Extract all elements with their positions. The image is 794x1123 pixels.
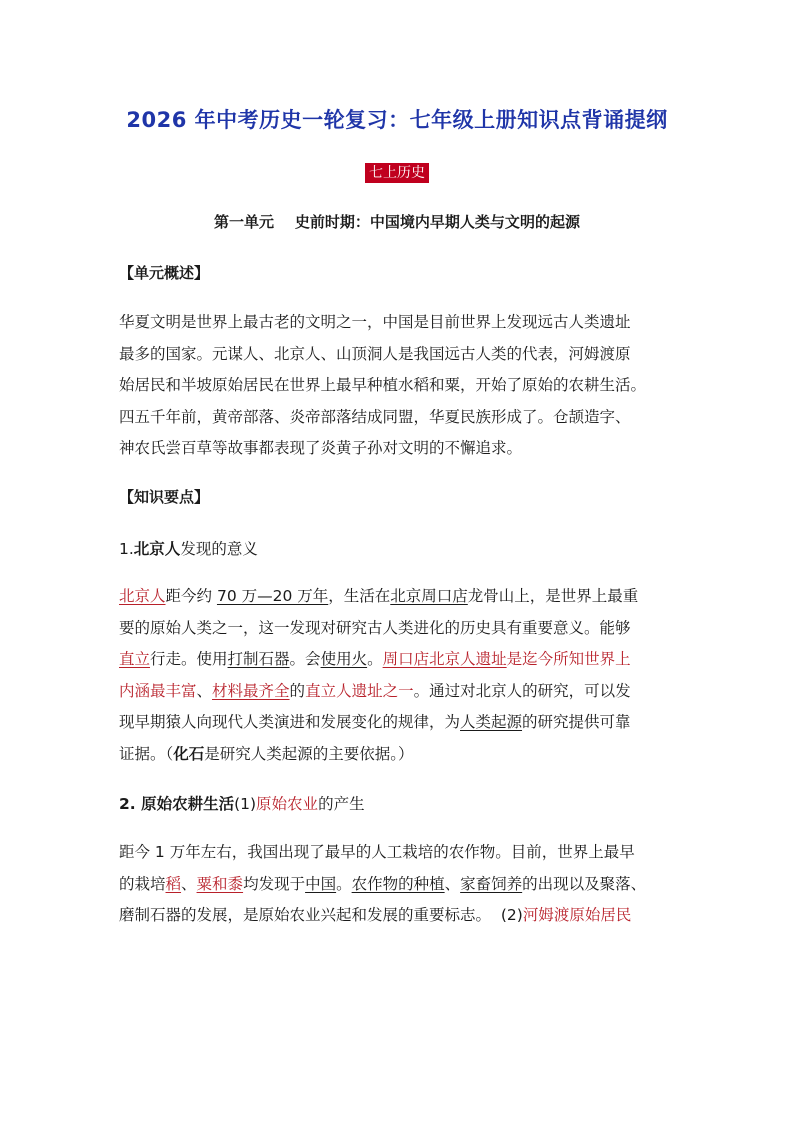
overview-paragraph [119,307,679,465]
text: (2) [491,906,523,925]
text: 的 [289,681,306,700]
key-term: 稻 [165,874,182,893]
point-1-line [119,676,679,708]
point-2-line: 距今 1 万年左右，我国出现了最早的人工栽培的农作物。目前，世界上最早 [119,843,635,861]
key-term: 打制石器 [227,650,290,669]
text: 。 [367,650,383,669]
text: 均发现于 [243,874,306,893]
key-term: 北京周口店 [390,587,468,605]
point-2-bold: 2. 原始农耕生活 [119,795,235,813]
text: 磨制石器的发展，是原始农业兴起和发展的重要标志。 [119,906,492,925]
text: 、 [444,874,461,893]
point-2-sub-number: (1) [234,795,257,813]
page-title: 2026 年中考历史一轮复习：七年级上册知识点背诵提纲 [126,108,668,132]
key-term: 粟和黍 [196,874,244,893]
overview-line: 四五千年前，黄帝部落、炎帝部落结成同盟，华夏民族形成了。仓颉造字、 [119,407,631,426]
key-term: 人类起源 [460,713,523,732]
text: 、 [181,874,197,893]
text: ，生活在 [328,587,391,605]
key-term: 直立 [119,650,151,669]
text: 、 [196,681,213,700]
key-term: 家畜饲养 [460,874,523,893]
key-term: 周口店北京人遗址 [382,650,507,669]
key-term: 内涵最丰富 [119,681,197,700]
point-1-line [119,581,679,613]
point-2-sub-rest: 的产生 [318,795,365,813]
point-1-line [119,644,679,676]
point-1-line [119,739,679,771]
point-1-number: 1. [119,540,134,558]
text: 。通过对北京人的研究，可以发 [413,681,631,700]
point-1-heading [119,537,258,559]
subject-badge: 七上历史 [365,163,429,183]
text: 的研究提供可靠 [522,713,631,732]
key-term: 北京人 [119,587,166,605]
overview-line: 始居民和半坡原始居民在世界上最早种植水稻和粟，开始了原始的农耕生活。 [119,376,647,395]
point-1-line [119,707,679,739]
key-term: 河姆渡原始居民 [522,906,632,925]
text: 现早期猿人向现代人类演进和发展变化的规律，为 [119,713,461,732]
overview-heading: 【单元概述】 [119,264,210,282]
key-term: 农作物的种植 [351,874,445,893]
key-term: 化石 [173,744,205,763]
key-term: 材料最齐全 [212,681,290,700]
point-1-paragraph [119,581,679,771]
key-points-heading: 【知识要点】 [119,488,210,506]
point-1-rest: 发现的意义 [180,540,258,558]
badge-wrap [0,162,794,183]
text: 行走。使用 [150,650,228,669]
point-2-line [119,900,679,932]
point-2-heading [119,792,365,814]
unit-title: 第一单元 史前时期：中国境内早期人类与文明的起源 [214,213,580,231]
text: 龙骨山上，是世界上最重 [467,587,639,605]
point-2-sub-term: 原始农业 [256,795,319,813]
text: 。 [336,874,352,893]
text: 证据。（ [119,744,174,763]
key-term: 使用火 [320,650,368,669]
key-term: 中国 [305,874,337,893]
text: 的栽培 [119,874,166,893]
text: 的出现以及聚落、 [522,874,647,893]
overview-line: 神农氏尝百草等故事都表现了炎黄子孙对文明的不懈追求。 [119,439,523,458]
point-1-bold: 北京人 [133,540,181,558]
overview-line: 最多的国家。元谋人、北京人、山顶洞人是我国远古人类的代表，河姆渡原 [119,344,631,363]
overview-line: 华夏文明是世界上最古老的文明之一，中国是目前世界上发现远古人类遗址 [119,313,631,331]
text: 。会 [289,650,321,669]
key-term: 直立人遗址之一 [305,681,414,700]
text: 距今约 [165,587,217,605]
point-1-line: 要的原始人类之一，这一发现对研究古人类进化的历史具有重要意义。能够 [119,618,631,637]
key-term: 是迄今所知世界上 [506,650,631,669]
text: 是研究人类起源的主要依据。） [204,744,414,763]
point-2-line [119,869,679,901]
key-term: 70 万—20 万年 [216,587,329,605]
point-2-paragraph [119,837,679,932]
